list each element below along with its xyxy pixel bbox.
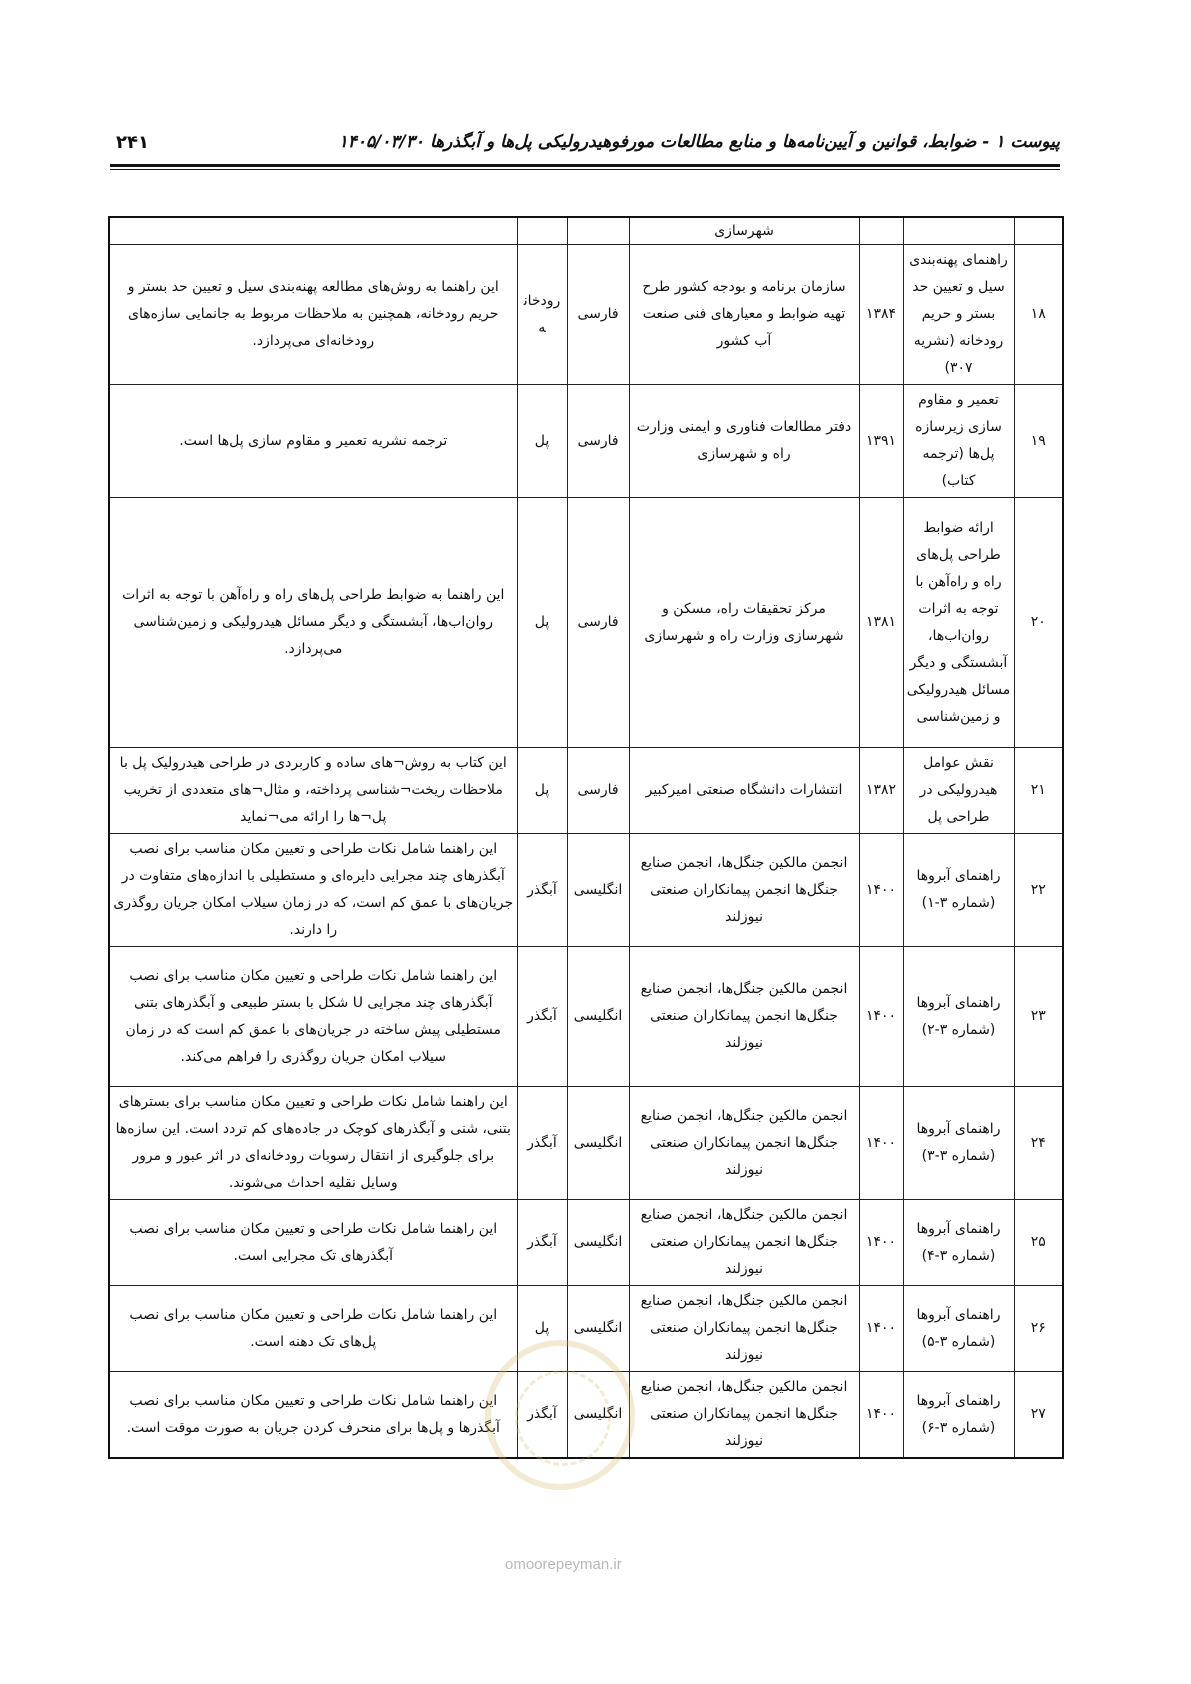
subject-cell: آبگذر [517,1200,567,1286]
publisher-cell: شهرسازی [629,217,859,245]
year-cell: ۱۴۰۰ [859,1087,903,1200]
subject-cell: پل [517,385,567,498]
year-cell: ۱۳۸۲ [859,748,903,834]
table-row [109,498,1063,748]
year-cell: ۱۳۹۱ [859,385,903,498]
year-cell: ۱۴۰۰ [859,1286,903,1372]
description-cell: این راهنما به ضوابط طراحی پل‌های راه و راه‌آهن با توجه به اثرات روان‌اب‌ها، آبشستگی و دیگر مسائل هیدرولیکی و زمین‌شناسی می‌پردازد. [109,498,517,748]
page-header [110,128,1060,168]
language-cell: فارسی [567,498,629,748]
header-rule-thick [110,164,1060,167]
watermark-seal-icon [485,1340,635,1490]
language-cell: انگلیسی [567,834,629,947]
subject-cell: آبگذر [517,947,567,1087]
footer-watermark: omoorepeyman.ir [505,1556,622,1573]
row-number-cell: ۲۶ [1014,1286,1063,1372]
table-row [109,385,1063,498]
year-cell: ۱۴۰۰ [859,1200,903,1286]
publisher-cell: انجمن مالکین جنگل‌ها، انجمن صنایع جنگل‌ها انجمن پیمانکاران صنعتی نیوزلند [629,834,859,947]
description-cell: این راهنما شامل نکات طراحی و تعیین مکان مناسب برای بسترهای بتنی، شنی و آبگذرهای کوچک در جاده‌های کم تردد است. این سازه‌ها برای جلوگیری از انتقال رسوبات رودخانه‌ای در اثر عبور و مرور وسایل نقلیه احداث می‌شوند. [109,1087,517,1200]
subject-cell: پل [517,1286,567,1372]
subject-cell: آبگذر [517,1087,567,1200]
title-cell: راهنمای آبروها (شماره ۳-۱) [903,834,1014,947]
subject-cell: رودخانه [517,245,567,385]
title-cell: ارائه ضوابط طراحی پل‌های راه و راه‌آهن با توجه به اثرات روان‌اب‌ها، آبشستگی و دیگر مسائل هیدرولیکی و زمین‌شناسی [903,498,1014,748]
title-cell: راهنمای آبروها (شماره ۳-۵) [903,1286,1014,1372]
subject-cell: پل [517,498,567,748]
language-cell: انگلیسی [567,1372,629,1459]
title-cell: نقش عوامل هیدرولیکی در طراحی پل [903,748,1014,834]
description-cell: این راهنما شامل نکات طراحی و تعیین مکان مناسب برای نصب آبگذرهای چند مجرایی دایره‌ای و مستطیلی با اندازه‌های متفاوت در جریان‌های با عمق کم است، که در زمان سیلاب امکان جریان روگذری را دارند. [109,834,517,947]
year-cell: ۱۳۸۴ [859,245,903,385]
year-cell: ۱۴۰۰ [859,1372,903,1459]
title-cell: راهنمای آبروها (شماره ۳-۶) [903,1372,1014,1459]
description-cell: این راهنما شامل نکات طراحی و تعیین مکان مناسب برای نصب پل‌های تک دهنه است. [109,1286,517,1372]
publisher-cell: مرکز تحقیقات راه، مسکن و شهرسازی وزارت راه و شهرسازی [629,498,859,748]
title-cell: تعمیر و مقاوم سازی زیرسازه پل‌ها (ترجمه کتاب) [903,385,1014,498]
references-table [108,216,1064,1459]
title-cell: راهنمای آبروها (شماره ۳-۲) [903,947,1014,1087]
language-cell: فارسی [567,245,629,385]
description-cell: این راهنما شامل نکات طراحی و تعیین مکان مناسب برای نصب آبگذرهای تک مجرایی است. [109,1200,517,1286]
row-number-cell: ۱۸ [1014,245,1063,385]
language-cell: انگلیسی [567,947,629,1087]
table-row [109,1087,1063,1200]
description-cell: ترجمه نشریه تعمیر و مقاوم سازی پل‌ها است. [109,385,517,498]
running-title: پیوست ۱ - ضوابط، قوانین و آیین‌نامه‌ها و منابع مطالعات مورفوهیدرولیکی پل‌ها و آبگذرها ۱۴۰۵/۰۳/۳۰ [338,132,1060,152]
table-row [109,748,1063,834]
description-cell: این کتاب به روش¬های ساده و کاربردی در طراحی هیدرولیک پل با ملاحظات ریخت¬شناسی پرداخته، و مثال¬های متعددی از تخریب پل¬ها را ارائه می¬نماید [109,748,517,834]
description-cell: این راهنما شامل نکات طراحی و تعیین مکان مناسب برای نصب آبگذرهای چند مجرایی U شکل با بستر طبیعی و آبگذرهای بتنی مستطیلی پیش ساخته در جریان‌های با عمق کم است که در زمان سیلاب امکان جریان روگذری را فراهم می‌کند. [109,947,517,1087]
publisher-cell: دفتر مطالعات فناوری و ایمنی وزارت راه و شهرسازی [629,385,859,498]
page-number: ۲۴۱ [116,132,149,153]
row-number-cell: ۲۰ [1014,498,1063,748]
subject-cell: پل [517,748,567,834]
row-number-cell: ۲۴ [1014,1087,1063,1200]
description-cell: این راهنما به روش‌های مطالعه پهنه‌بندی سیل و تعیین حد بستر و حریم رودخانه، همچنین به ملاحظات مربوط به جانمایی سازه‌های رودخانه‌ای می‌پردازد. [109,245,517,385]
title-cell: راهنمای آبروها (شماره ۳-۴) [903,1200,1014,1286]
year-cell: ۱۴۰۰ [859,947,903,1087]
year-cell: ۱۴۰۰ [859,834,903,947]
publisher-cell: انجمن مالکین جنگل‌ها، انجمن صنایع جنگل‌ها انجمن پیمانکاران صنعتی نیوزلند [629,1372,859,1459]
publisher-cell: انتشارات دانشگاه صنعتی امیرکبیر [629,748,859,834]
title-cell: راهنمای پهنه‌بندی سیل و تعیین حد بستر و حریم رودخانه (نشریه ۳۰۷) [903,245,1014,385]
header-rule-thin [110,169,1060,170]
row-number-cell: ۲۵ [1014,1200,1063,1286]
table-row-continued [109,217,1063,245]
subject-cell: آبگذر [517,1372,567,1459]
row-number-cell: ۲۱ [1014,748,1063,834]
publisher-cell: انجمن مالکین جنگل‌ها، انجمن صنایع جنگل‌ها انجمن پیمانکاران صنعتی نیوزلند [629,1200,859,1286]
row-number-cell: ۲۳ [1014,947,1063,1087]
title-cell: راهنمای آبروها (شماره ۳-۳) [903,1087,1014,1200]
row-number-cell: ۲۲ [1014,834,1063,947]
publisher-cell: سازمان برنامه و بودجه کشور طرح تهیه ضوابط و معیارهای فنی صنعت آب کشور [629,245,859,385]
table-row [109,947,1063,1087]
row-number-cell: ۱۹ [1014,385,1063,498]
subject-cell: آبگذر [517,834,567,947]
description-cell: این راهنما شامل نکات طراحی و تعیین مکان مناسب برای نصب آبگذرها و پل‌ها برای منحرف کردن جریان به صورت موقت است. [109,1372,517,1459]
language-cell: انگلیسی [567,1200,629,1286]
language-cell: فارسی [567,385,629,498]
table-row [109,834,1063,947]
publisher-cell: انجمن مالکین جنگل‌ها، انجمن صنایع جنگل‌ها انجمن پیمانکاران صنعتی نیوزلند [629,1087,859,1200]
row-number-cell: ۲۷ [1014,1372,1063,1459]
publisher-cell: انجمن مالکین جنگل‌ها، انجمن صنایع جنگل‌ها انجمن پیمانکاران صنعتی نیوزلند [629,947,859,1087]
language-cell: انگلیسی [567,1087,629,1200]
publisher-cell: انجمن مالکین جنگل‌ها، انجمن صنایع جنگل‌ها انجمن پیمانکاران صنعتی نیوزلند [629,1286,859,1372]
table-row [109,245,1063,385]
year-cell: ۱۳۸۱ [859,498,903,748]
table-row [109,1200,1063,1286]
language-cell: فارسی [567,748,629,834]
language-cell: انگلیسی [567,1286,629,1372]
